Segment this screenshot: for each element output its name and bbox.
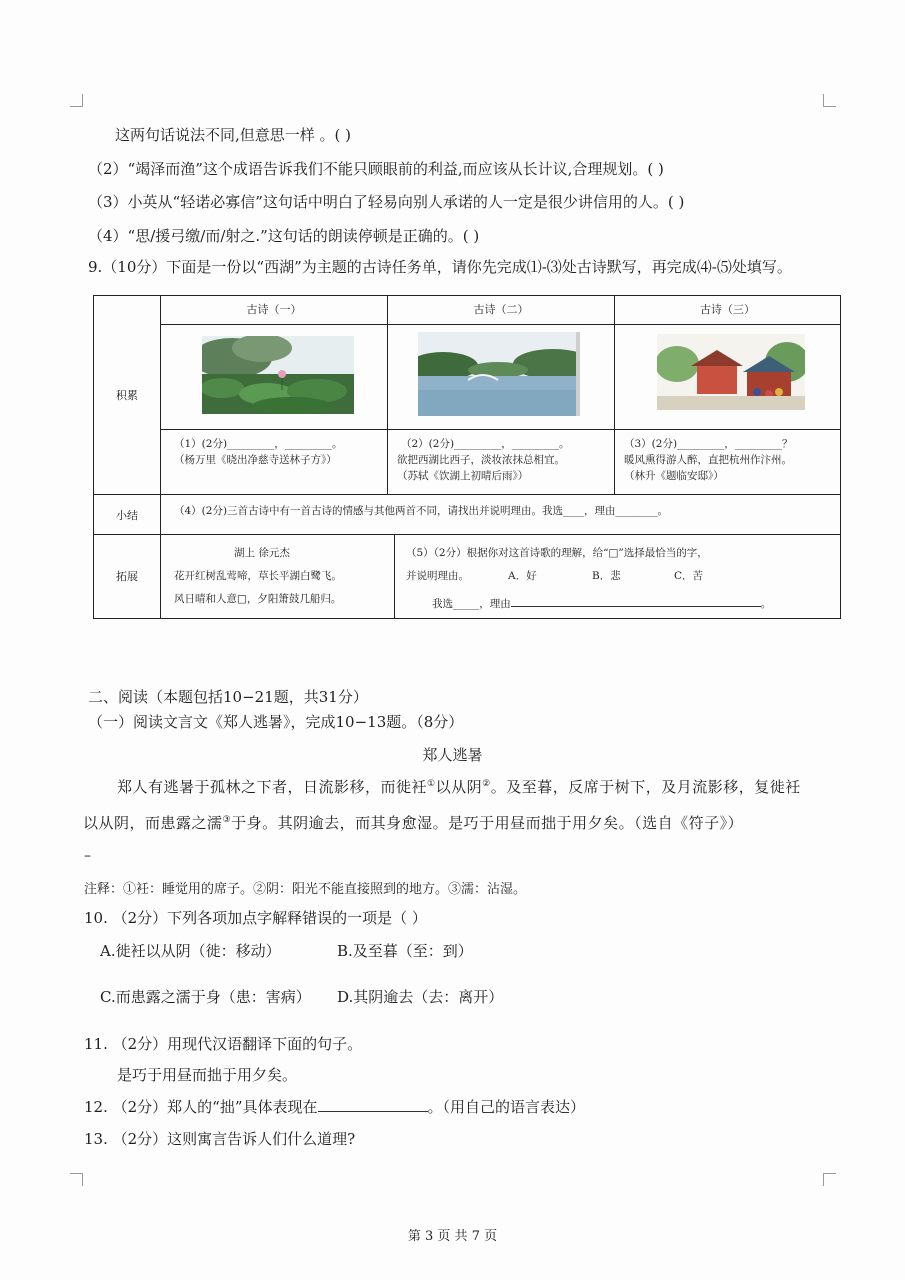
poem3-fill-line: （3）(2分)_________，_________？ [624,438,793,450]
q8-item2: （2）“竭泽而渔”这个成语告诉我们不能只顾眼前的利益,而应该从长计议,合理规划。( ) [88,160,664,178]
corner-mark-top-right [823,94,836,107]
poem2-fill-line: （2）(2分)_________，_________。 [401,438,570,450]
poem-task-table [93,295,841,619]
table-header-poem3: 古诗（三） [700,303,755,316]
passage-line1: 郑人有逃暑于孤林之下者，日流影移，而徙衽①以从阴②。及至暮，反席于树下，及月流影移，复徙衽 [117,778,801,796]
section2-title: 二、阅读（本题包括10−21题，共31分） [88,688,368,706]
q9-stem: 9.（10分）下面是一份以“西湖”为主题的古诗任务单，请你先完成⑴-⑶处古诗默写，再完成⑷-⑸处填写。 [88,258,792,276]
option-b: B．悲 [592,570,621,582]
q11-sentence: 是巧于用昼而拙于用夕矣。 [117,1066,298,1084]
q10-stem: 10. （2分）下列各项加点字解释错误的一项是（ ） [84,909,427,927]
expand-question-line1: （5）（2分）根据你对这首诗歌的理解，给“□”选择最恰当的字， [406,547,708,559]
passage-line2: 以从阴，而患露之濡③于身。其阴逾去，而其身愈湿。是巧于用昼而拙于用夕矣。（选自《符子》） [83,814,744,832]
section2-sub1: （一）阅读文言文《郑人逃暑》，完成10−13题。（8分） [88,713,464,731]
reason-blank[interactable] [511,594,761,607]
q8-item1: 这两句话说法不同,但意思一样 。( ) [115,126,352,144]
row-label-accumulate: 积累 [116,389,138,402]
corner-mark-bottom-left [70,1173,83,1186]
q10-option-c: C.而患露之濡于身（患：害病） [100,988,311,1006]
choice-end: 。 [760,598,772,610]
q12-stem: 12. （2分）郑人的“拙”具体表现在 。（用自己的语言表达） [84,1098,586,1116]
table-header-poem2: 古诗（二） [473,303,529,316]
corner-mark-bottom-right [823,1173,836,1186]
passage-notes: 注释：①衽：睡觉用的席子。②阴：阳光不能直接照到的地方。③濡：沾湿。 [84,882,527,897]
q10-option-d: D.其阴逾去（去：离开） [337,988,504,1006]
option-c: C．苦 [674,570,704,582]
poem3-source: （林升《题临安邸》） [624,470,724,482]
table-header-poem1: 古诗（一） [246,303,302,316]
passage-title: 郑人逃暑 [422,746,483,764]
q8-item3: （3）小英从“轻诺必寡信”这句话中明白了轻易向别人承诺的人一定是很少讲信用的人。( ) [88,193,685,211]
lotus-lake-image [202,336,354,414]
q10-option-b: B.及至暮（至：到） [337,942,473,960]
q13-stem: 13. （2分）这则寓言告诉人们什么道理? [84,1130,356,1148]
page-footer: 第 3 页 共 7 页 [407,1229,498,1244]
q10-option-a: A.徙衽以从阴（徙：移动） [100,942,281,960]
expand-choice-line [432,594,771,612]
row-label-summary: 小结 [116,509,138,522]
option-a: A．好 [508,570,537,582]
q12-answer-blank[interactable] [318,1099,428,1112]
expand-poem-line2: 风日晴和人意□，夕阳箫鼓几船归。 [174,593,342,605]
poem1-fill-line: （1）(2分)_________，_________。 [174,438,343,450]
poem3-verse: 暖风熏得游人醉，直把杭州作汴州。 [624,454,792,466]
expand-poem-line1: 花开红树乱莺啼，草长平湖白鹭飞。 [174,570,342,582]
q11-stem: 11. （2分）用现代汉语翻译下面的句子。 [84,1035,363,1053]
corner-mark-top-left [70,94,83,107]
poem2-verse: 欲把西湖比西子，淡妆浓抹总相宜。 [397,454,565,466]
west-lake-bridge-image [418,332,580,416]
pavilion-illustration-image [657,334,805,410]
expand-poem-title: 湖上 徐元杰 [234,547,290,559]
q8-item4: （4）“思/援弓缴/而/射之.”这句话的朗读停顿是正确的。( ) [88,227,480,245]
choice-label: 我选_____，理由 [432,598,511,610]
poem1-source: （杨万里《晓出净慈寺送林子方》） [174,454,337,466]
expand-question-line2: 并说明理由。 [406,570,469,582]
stray-dash: – [84,848,91,864]
summary-question: （4）(2分)三首古诗中有一首古诗的情感与其他两首不同，请找出并说明理由。我选____，理由________。 [174,505,669,517]
row-label-expand: 拓展 [116,570,138,583]
poem2-source: （苏轼《饮湖上初晴后雨》） [397,470,529,482]
